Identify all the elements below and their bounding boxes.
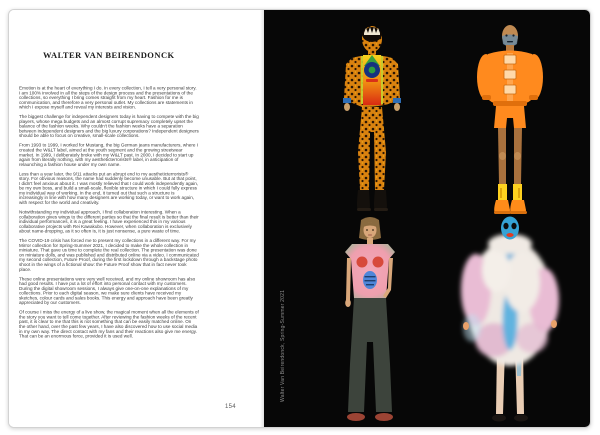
essay-paragraph: Emotion is at the heart of everything I do. In every collection, I tell a very personal story. I am 100% involved in all the steps of the design process and the presentations of the collections, so everything I bring comes straight from my heart. Fashion for me is communication, and therefore a very personal outlet. My collections are statements in which I expose myself and reveal my interests and vision. xyxy=(19,85,197,110)
doll-orange-jacket xyxy=(477,51,543,107)
doll-yellow-socks xyxy=(498,184,522,201)
doll-legs xyxy=(358,107,386,190)
photo-doll-orange-bomber xyxy=(460,22,560,218)
photo-doll-fur-coat xyxy=(452,208,568,428)
doll-fur-coat-illustration xyxy=(452,208,568,428)
right-page-photo-plate xyxy=(264,10,590,427)
doll-fluffy-fur-coat xyxy=(461,234,559,366)
doll-head-brown-hair xyxy=(359,217,381,240)
doll-boots xyxy=(357,190,388,211)
doll-red-shoes xyxy=(347,413,393,421)
photo-caption-vertical: Walter Van Beirendonck, Spring-Summer 2021 xyxy=(280,289,286,402)
doll-head-toothy-mask xyxy=(362,26,382,52)
book-spread xyxy=(8,9,591,428)
left-page xyxy=(9,10,264,427)
doll-head-blue-facepaint xyxy=(502,25,518,47)
doll-orange-shorts xyxy=(494,106,526,128)
doll-black-shoes xyxy=(492,415,528,422)
doll-tiedye-tshirt-illustration xyxy=(320,214,420,428)
doll-head-blue-balaclava xyxy=(501,217,519,240)
doll-dark-wide-trousers xyxy=(348,298,392,412)
essay-paragraph: The COVID-19 crisis has forced me to present my collections in a different way. For my Mirror collection for Spring-Summer 2021, I decided to make the whole collection in miniature. That gave us time to complete the real collection. The presentation was done on miniature dolls, and was published and distributed online via a video. I communicated my second collection, Future Proof, during the first lockdown through a backstage photo shoot in the wings of a fictional show: the Future Proof show that in fact never took place. xyxy=(19,238,199,272)
photo-doll-leopard-catsuit xyxy=(322,22,422,218)
essay-paragraph: The biggest challenge for independent designers today is having to compete with the big players, whose mega budgets and an almost corrupt supremacy completely upset the balance of the fashion weeks. Why couldn't the fashion weeks have a separation between independent designers and the big luxury corporations? Independent designers should be able to focus on creative, small-scale collections. xyxy=(19,114,199,139)
page-number: 154 xyxy=(225,404,236,410)
essay-paragraph: These online presentations were very well received, and my online showroom has also had good results. I have put a lot of effort into personal contact with my customers. During the digital showroom sessions, I always give one-on-one explanations of my collections. Prior to each digital season, we make sure clients have received my sketches, colour cards and sales books. This energy and approach have been greatly appreciated by our customers. xyxy=(19,276,196,306)
page-title: WALTER VAN BEIRENDONCK xyxy=(43,50,175,60)
photo-doll-tiedye-tshirt xyxy=(320,214,420,428)
essay-paragraph: Of course I miss the energy of a live show, the magical moment when all the elements of the story you want to tell come together. After reviewing the fashion weeks of the recent past, it is clear to me that this is not something that can be easily matched online. On the other hand, over the past few years, I have also discovered how to use social media in my own way. The direct contact with my fans and their reactions also give me energy. That can be an enormous force, provided it is used well. xyxy=(19,309,199,339)
doll-torso-graphic-panel xyxy=(350,55,394,107)
essay-paragraph: Less than a year later, the 9/11 attacks put an abrupt end to my aestheticterrorists® story. For obvious reasons, the name had suddenly become unusable. But at that point, I didn't feel anxious about it. I was mostly relieved that I could work independently again, be my own boss, and build a small-scale, flexible structure in which I could fully express my individual way of working. In the end, it turned out that such a structure is increasingly in line with how many designers are working today, or want to work again, with respect for the world and creativity. xyxy=(19,171,199,205)
essay-paragraph: From 1993 to 1999, I worked for Mustang, the big German jeans manufacturers, where I created the W&LT label, aimed at the youth segment and the growing streetwear market. In 1999, I deliberately broke with my W&LT past. In 2000, I decided to start up again from literally nothing, with my aestheticterrorists® label, in anticipation of relaunching a fashion house under my own name. xyxy=(19,142,198,167)
doll-leopard-catsuit-illustration xyxy=(322,22,422,218)
essay-body xyxy=(19,86,199,344)
doll-orange-bomber-illustration xyxy=(460,22,560,218)
essay-paragraph: Notwithstanding my individual approach, I find collaboration interesting. When a collaboration gives wings to the different parties so that the final result is better than their individual performances, it is a great feeling. I have experienced this in my various collaborative projects with Rei Kawakubo. However, when collaboration is exclusively about name-dropping, as it so often is, it is just nonsense, a pure waste of time. xyxy=(19,209,199,234)
doll-bare-jointed-legs xyxy=(498,128,522,184)
